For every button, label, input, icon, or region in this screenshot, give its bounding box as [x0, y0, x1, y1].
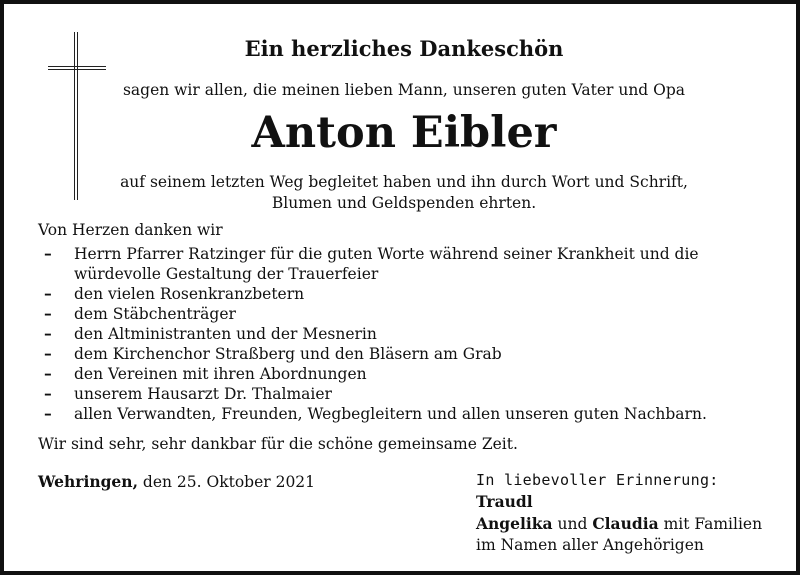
list-item-text: den vielen Rosenkranzbetern [74, 285, 305, 303]
dash-icon: – [44, 284, 52, 303]
list-item-text: dem Kirchenchor Straßberg und den Bläsern am Grab [74, 345, 502, 363]
list-item [38, 284, 758, 304]
thanks-list [38, 244, 758, 424]
signoff-and: und [557, 515, 588, 533]
list-item-text: dem Stäbchenträger [74, 305, 236, 323]
memory-line: In liebevoller Erinnerung: [476, 471, 719, 489]
dash-icon: – [44, 304, 52, 323]
intro-text: sagen wir allen, die meinen lieben Mann, unseren guten Vater und Opa [122, 81, 686, 99]
list-item-text: den Altministranten und der Mesnerin [74, 325, 377, 343]
list-item [38, 404, 758, 424]
dash-icon: – [44, 404, 52, 423]
signoff-relatives: im Namen aller Angehörigen [476, 536, 704, 554]
list-item-text-continued: würdevolle Gestaltung der Trauerfeier [74, 265, 379, 283]
place-and-date [38, 472, 315, 491]
dash-icon: – [44, 324, 52, 343]
signoff-families: mit Familien [663, 515, 763, 533]
dash-icon: – [44, 384, 52, 403]
list-item-text: Herrn Pfarrer Ratzinger für die guten Worte während seiner Krankheit und die [74, 245, 699, 263]
cross-horizontal-bar [48, 66, 106, 70]
list-item-text: den Vereinen mit ihren Abordnungen [74, 365, 367, 383]
followup-text [4, 172, 800, 214]
date: den 25. Oktober 2021 [142, 473, 316, 491]
signoff-name-claudia: Claudia [592, 514, 659, 533]
place: Wehringen, [38, 472, 138, 491]
signoff-name-traudl: Traudl [476, 492, 533, 511]
list-item [38, 384, 758, 404]
deceased-name: Anton Eibler [251, 108, 557, 158]
list-item [38, 244, 758, 284]
followup-line-1: auf seinem letzten Weg begleitet haben und ihn durch Wort und Schrift, [120, 173, 688, 191]
followup-line-2: Blumen und Geldspenden ehrten. [271, 194, 537, 212]
dash-icon: – [44, 344, 52, 363]
thanks-intro: Von Herzen danken wir [38, 221, 223, 239]
dash-icon: – [44, 364, 52, 383]
list-item [38, 364, 758, 384]
signoff [476, 470, 762, 556]
closing-sentence: Wir sind sehr, sehr dankbar für die schöne gemeinsame Zeit. [38, 435, 518, 453]
list-item [38, 344, 758, 364]
heading: Ein herzliches Dankeschön [244, 36, 564, 61]
list-item-text: allen Verwandten, Freunden, Wegbegleitern und allen unseren guten Nachbarn. [74, 405, 707, 423]
dash-icon: – [44, 244, 52, 263]
signoff-name-angelika: Angelika [476, 514, 553, 533]
list-item [38, 324, 758, 344]
list-item-text: unserem Hausarzt Dr. Thalmaier [74, 385, 332, 403]
list-item [38, 304, 758, 324]
